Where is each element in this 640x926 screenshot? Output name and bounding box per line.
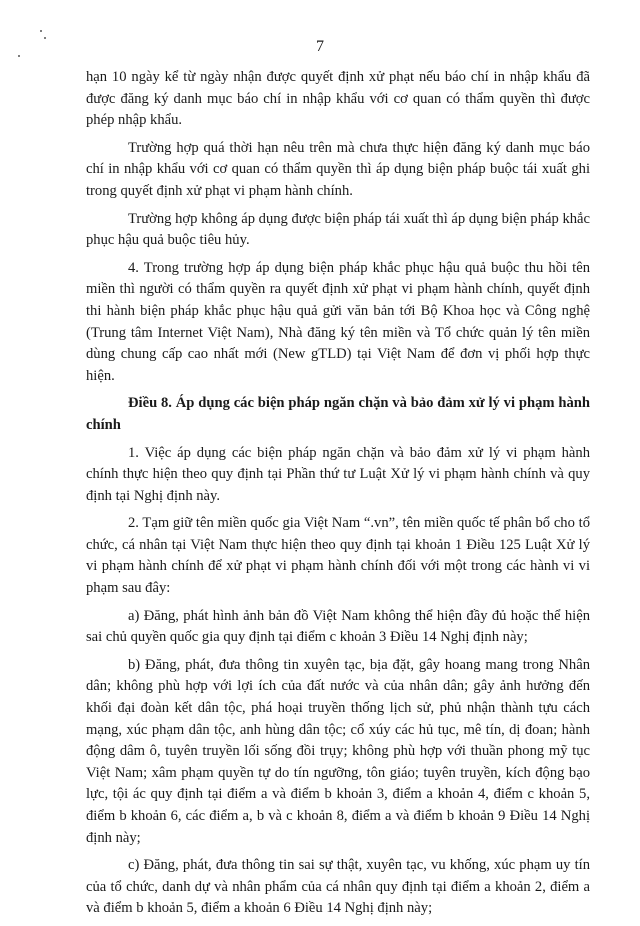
scan-speck [40,30,42,32]
paragraph-point-c: c) Đăng, phát, đưa thông tin sai sự thật, xuyên tạc, vu khống, xúc phạm uy tín của tổ chức, danh dự và nhân phẩm của cá nhân quy định tại điểm a khoản 2, điểm a và điểm b khoản 5, điểm a khoản 6 Điều 14 Nghị định này; [86,857,590,917]
paragraph-article-8-clause-2: 2. Tạm giữ tên miền quốc gia Việt Nam “.vn”, tên miền quốc tế phân bổ cho tổ chức, cá nhân tại Việt Nam thực hiện theo quy định tại khoản 1 Điều 125 Luật Xử lý vi phạm hành chính để xử phạt vi phạm hành chính đối với một trong các hành vi vi phạm sau đây: [86,515,590,597]
paragraph-clause-4: 4. Trong trường hợp áp dụng biện pháp khắc phục hậu quả buộc thu hồi tên miền thì người có thẩm quyền ra quyết định xử phạt vi phạm hành chính, quyết định thi hành biện pháp khắc phục hậu quả gửi văn bản tới Bộ Khoa học và Công nghệ (Trung tâm Internet Việt Nam), Nhà đăng ký tên miền và Tổ chức quản lý tên miền dùng chung cấp cao nhất mới (New gTLD) tại Việt Nam để đơn vị phối hợp thực hiện. [86,259,590,384]
paragraph-continuation: hạn 10 ngày kể từ ngày nhận được quyết định xử phạt nếu báo chí in nhập khẩu đã được đăng ký danh mục báo chí in nhập khẩu với cơ quan có thẩm quyền thì được phép nhập khẩu. [86,69,590,129]
article-8-heading: Điều 8. Áp dụng các biện pháp ngăn chặn và bảo đảm xử lý vi phạm hành chính [86,395,590,433]
paragraph-article-8-clause-1: 1. Việc áp dụng các biện pháp ngăn chặn và bảo đảm xử lý vi phạm hành chính thực hiện theo quy định tại Phần thứ tư Luật Xử lý vi phạm hành chính và quy định tại Nghị định này. [86,444,590,504]
document-body [86,67,590,926]
paragraph-overdue-registration: Trường hợp quá thời hạn nêu trên mà chưa thực hiện đăng ký danh mục báo chí in nhập khẩu với cơ quan có thẩm quyền thì áp dụng biện pháp buộc tái xuất ghi trong quyết định xử phạt vi phạm hành chính. [86,139,590,199]
paragraph-point-a: a) Đăng, phát hình ảnh bản đồ Việt Nam không thể hiện đầy đủ hoặc thể hiện sai chủ quyền quốc gia quy định tại điểm c khoản 3 Điều 14 Nghị định này; [86,607,590,646]
page-number: 7 [316,38,324,55]
paragraph-point-b: b) Đăng, phát, đưa thông tin xuyên tạc, bịa đặt, gây hoang mang trong Nhân dân; không phù hợp với lợi ích của đất nước và của nhân dân; gây ảnh hưởng đến khối đại đoàn kết dân tộc, phá hoại truyền thống lịch sử, phủ nhận thành tựu cách mạng, xúc phạm dân tộc, anh hùng dân tộc; cổ xúy các hủ tục, mê tín, dị đoan; hành động dâm ô, tuyên truyền lối sống đồi trụy; không phù hợp với thuần phong mỹ tục Việt Nam; xâm phạm quyền tự do tín ngưỡng, tôn giáo; tuyên truyền, kích động bạo lực, tội ác quy định tại điểm a và điểm b khoản 3, điểm a khoản 4, điểm c khoản 5, điểm b khoản 6, các điểm a, b và c khoản 8, điểm a và điểm b khoản 9 Điều 14 Nghị định này; [86,656,590,846]
paragraph-destruction: Trường hợp không áp dụng được biện pháp tái xuất thì áp dụng biện pháp khắc phục hậu quả buộc tiêu hủy. [86,210,590,249]
